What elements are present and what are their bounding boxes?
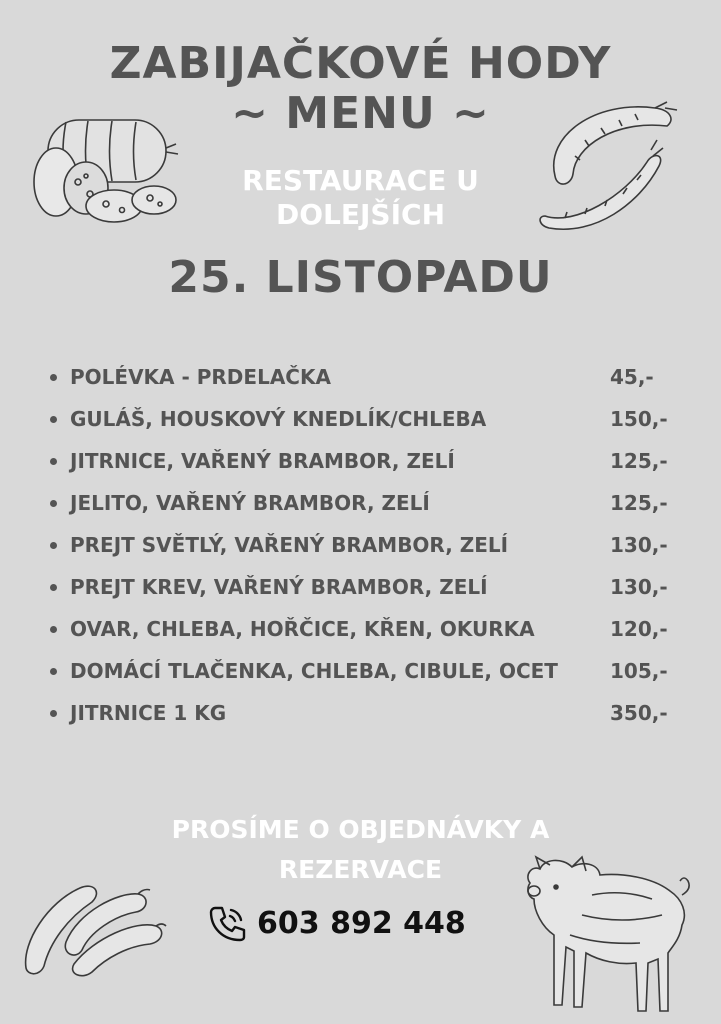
menu-item-name: JITRNICE, VAŘENÝ BRAMBOR, ZELÍ (70, 449, 455, 473)
bullet-icon (50, 500, 57, 507)
phone-icon (205, 902, 249, 946)
order-note-line2: REZERVACE (278, 855, 443, 884)
menu-item-name: JELITO, VAŘENÝ BRAMBOR, ZELÍ (70, 491, 430, 515)
restaurant-name-line1: RESTAURACE U (242, 164, 479, 197)
menu-item (50, 656, 680, 686)
menu-item (50, 698, 680, 728)
bullet-icon (50, 668, 57, 675)
bullet-icon (50, 542, 57, 549)
bullet-icon (50, 710, 57, 717)
menu-item-name: DOMÁCÍ TLAČENKA, CHLEBA, CIBULE, OCET (70, 659, 558, 683)
menu-item (50, 362, 680, 392)
menu-item-name: OVAR, CHLEBA, HOŘČICE, KŘEN, OKURKA (70, 617, 535, 641)
menu-item-price: 130,- (610, 533, 668, 557)
menu-item-price: 150,- (610, 407, 668, 431)
menu-item-name: POLÉVKA - PRDELAČKA (70, 365, 331, 389)
menu-item-price: 45,- (610, 365, 654, 389)
bullet-icon (50, 458, 57, 465)
menu-item (50, 404, 680, 434)
menu-item-price: 105,- (610, 659, 668, 683)
menu-item-price: 130,- (610, 575, 668, 599)
menu-item-price: 125,- (610, 449, 668, 473)
restaurant-name-line2: DOLEJŠÍCH (276, 198, 445, 231)
menu-item-price: 350,- (610, 701, 668, 725)
menu-item-price: 120,- (610, 617, 668, 641)
menu-title: ZABIJAČKOVÉ HODY (109, 38, 612, 89)
menu-item (50, 614, 680, 644)
bullet-icon (50, 374, 57, 381)
phone-number[interactable]: 603 892 448 (257, 906, 466, 941)
menu-item-name: PREJT KREV, VAŘENÝ BRAMBOR, ZELÍ (70, 575, 488, 599)
menu-item (50, 572, 680, 602)
bullet-icon (50, 416, 57, 423)
menu-item-name: JITRNICE 1 KG (70, 701, 227, 725)
menu-item (50, 530, 680, 560)
menu-item (50, 446, 680, 476)
menu-title-subline: ~ MENU ~ (231, 88, 490, 139)
order-note-line1: PROSÍME O OBJEDNÁVKY A (171, 815, 550, 844)
menu-item-name: GULÁŠ, HOUSKOVÝ KNEDLÍK/CHLEBA (70, 407, 487, 431)
bullet-icon (50, 584, 57, 591)
menu-item (50, 488, 680, 518)
bullet-icon (50, 626, 57, 633)
event-date: 25. LISTOPADU (168, 252, 553, 303)
menu-item-name: PREJT SVĚTLÝ, VAŘENÝ BRAMBOR, ZELÍ (70, 533, 509, 557)
menu-item-price: 125,- (610, 491, 668, 515)
